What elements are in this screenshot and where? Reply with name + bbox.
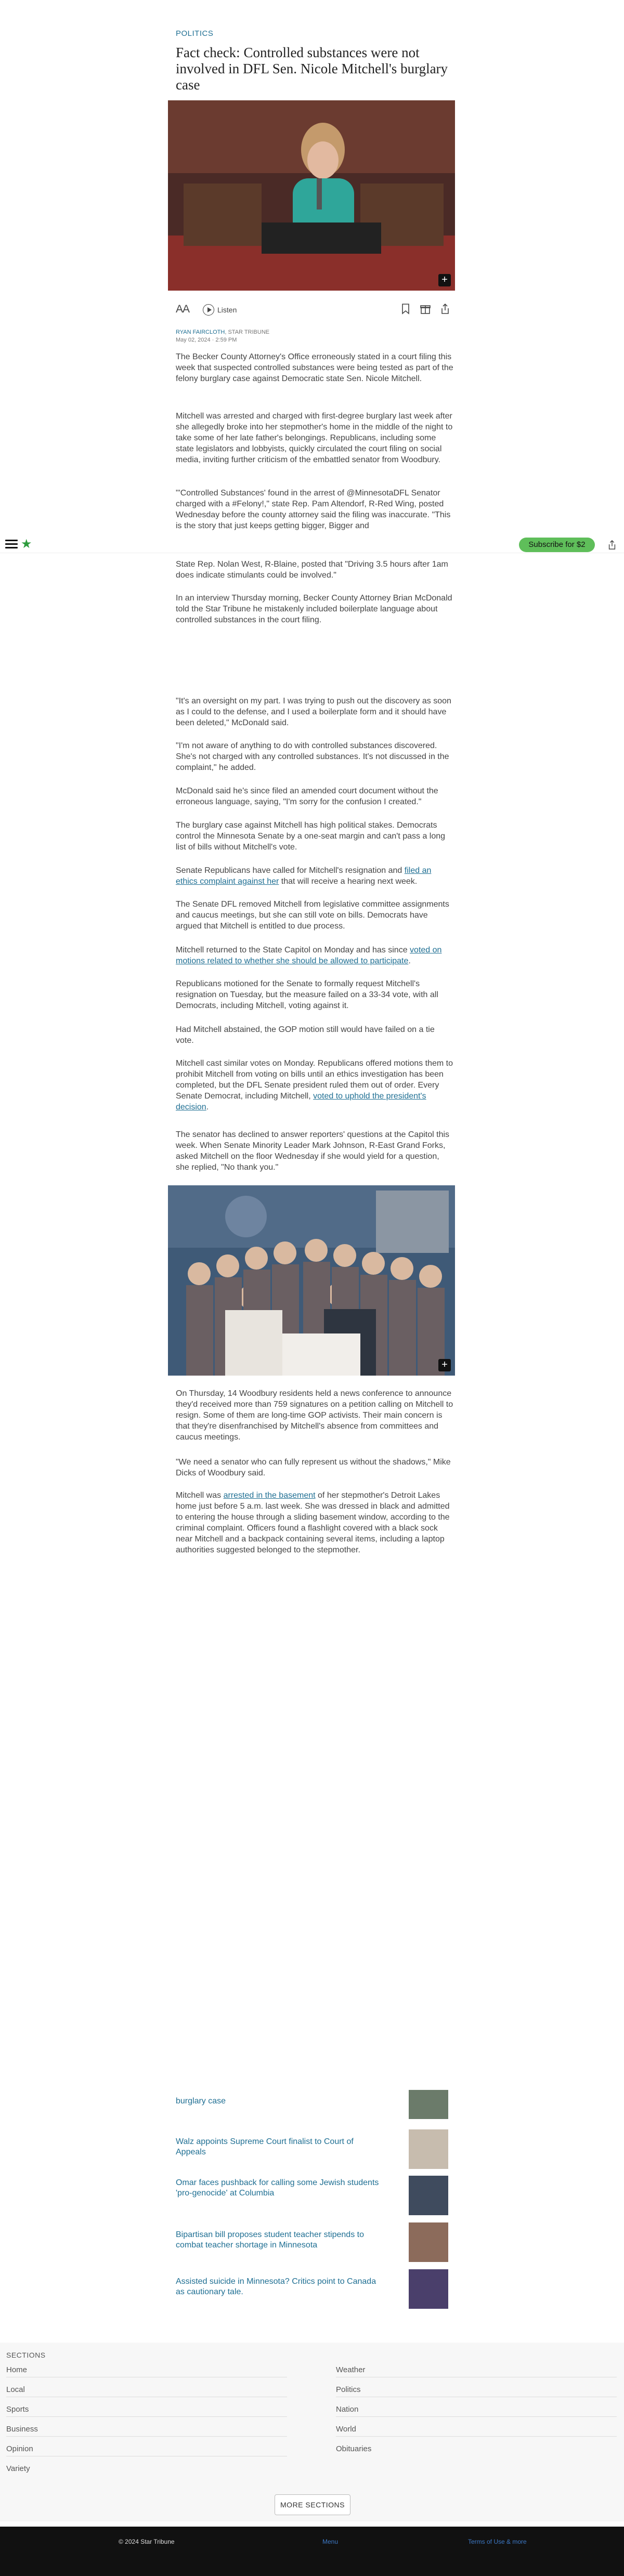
related-article-thumbnail[interactable] [409,2129,448,2169]
menu-icon[interactable] [5,540,18,549]
footer-link-home[interactable]: Home [6,2365,28,2374]
footer-link-sports[interactable]: Sports [6,2405,29,2414]
divider [336,2436,617,2437]
divider [6,2416,287,2417]
ethics-complaint-link[interactable]: filed an ethics complaint against her [176,866,432,886]
gift-icon[interactable] [420,303,431,315]
paragraph: The burglary case against Mitchell has high political stakes. Democrats control the Minnesota Senate by a one-seat margin and can't pass a long list of bills without Mitchell's vote. [176,821,446,852]
related-article-thumbnail[interactable] [409,2090,448,2119]
listen-label: Listen [217,306,237,314]
play-icon [203,304,214,316]
star-logo-icon[interactable]: ★ [21,537,32,551]
related-article-title[interactable]: burglary case [176,2097,226,2106]
voted-on-motions-link[interactable]: voted on motions related to whether she should be allowed to participate [176,946,442,965]
paragraph: Republicans motioned for the Senate to formally request Mitchell's resignation on Tuesday, but the measure failed on a 33-34 vote, with all Democrats, including Mitchell, voting against it. [176,979,438,1010]
sticky-header [0,535,624,553]
news-conference-photo[interactable] [168,1185,455,1376]
paragraph: McDonald said he's since filed an amended court document without the erroneous language, saying, "I'm sorry for the confusion I created." [176,787,438,806]
text: of her stepmother's Detroit Lakes home just before 5 a.m. last week. She was dressed in black and admitted to entering the house through a sliding basement window, according to the criminal complaint. Officers found a flashlight covered with a black sock near Mitchell and a backpack containing several items, including a laptop authorities suggested belonged to the stepmother. [176,1491,450,1554]
headline: Fact check: Controlled substances were not involved in DFL Sen. Nicole Mitchell's burglary case [176,45,448,93]
sections-heading: SECTIONS [6,2351,46,2359]
divider [6,2436,287,2437]
paragraph: In an interview Thursday morning, Becker County Attorney Brian McDonald told the Star Tribune he mistakenly included boilerplate language about controlled substances in the court filing. [176,594,452,624]
footer-link[interactable]: Terms of Use & more [468,2538,527,2545]
subscribe-button[interactable]: Subscribe for $2 [519,538,595,552]
paragraph [176,865,454,887]
paragraph: The senator has declined to answer reporters' questions at the Capitol this week. When Senate Minority Leader Mark Johnson, R-East Grand Forks, asked Mitchell on the floor Wednesday if she would yield for a question, she replied, "No thank you." [176,1130,450,1172]
share-icon[interactable] [607,540,617,550]
paragraph: Mitchell was arrested and charged with first-degree burglary last week after she allegedly broke into her stepmother's home in the middle of the night to take some of her late father's belongings. Republicans, including some state legislators and lobbyists, quickly circulated the court filing on social media, inviting further criticism of the embattled senator from Woodbury. [176,412,453,464]
paragraph: "'Controlled Substances' found in the arrest of @MinnesotaDFL Senator charged with a #Felony!," state Rep. Pam Altendorf, R-Red Wing, posted Wednesday before the county attorney said the filing was inaccurate. "This is the story that just keeps getting bigger, Bigger and [176,489,451,530]
footer-link-politics[interactable]: Politics [336,2385,361,2394]
related-article-thumbnail[interactable] [409,2269,448,2309]
text: that will receive a hearing next week. [279,877,418,886]
text: . [408,957,411,965]
publish-date: May 02, 2024 · 2:59 PM [176,337,237,343]
bookmark-icon[interactable] [400,303,411,315]
text: Mitchell was [176,1491,224,1500]
related-article-thumbnail[interactable] [409,2222,448,2262]
paragraph: "I'm not aware of anything to do with controlled substances discovered. She's not charged with any controlled substances. It's not discussed in the complaint," he added. [176,741,449,772]
expand-icon[interactable]: + [438,1359,451,1371]
related-article-title[interactable]: Omar faces pushback for calling some Jewish students 'pro-genocide' at Columbia [176,2178,379,2198]
listen-button[interactable] [203,304,237,316]
author-link[interactable]: RYAN FAIRCLOTH [176,329,225,335]
text-size-icon[interactable]: AA [176,303,190,315]
related-article-title[interactable]: Walz appoints Supreme Court finalist to Court of Appeals [176,2137,354,2156]
footer-link-business[interactable]: Business [6,2425,38,2434]
share-icon[interactable] [440,303,450,315]
text: Senate Republicans have called for Mitchell's resignation and [176,866,405,875]
uphold-decision-link[interactable]: voted to uphold the president's decision [176,1092,426,1112]
footer-link-variety[interactable]: Variety [6,2464,30,2473]
paragraph [176,1490,454,1555]
more-sections-button[interactable]: MORE SECTIONS [275,2494,350,2515]
text: Mitchell returned to the State Capitol on Monday and has since [176,946,410,954]
hero-photo[interactable] [168,100,455,291]
section-label[interactable]: POLITICS [176,29,214,38]
paragraph: The Becker County Attorney's Office erroneously stated in a court filing this week that suspected controlled substances were being tested as part of the felony burglary case against Democratic state Sen. Nicole Mitchell. [176,352,453,383]
text: Mitchell cast similar votes on Monday. Republicans offered motions them to prohibit Mitchell from voting on bills until an ethics investigation has been completed, but the DFL Senate president ruled them out of order. Every Senate Democrat, including Mitchell, [176,1059,453,1101]
text: . [206,1103,209,1112]
arrested-in-basement-link[interactable]: arrested in the basement [223,1491,316,1500]
related-article-title[interactable]: Assisted suicide in Minnesota? Critics point to Canada as cautionary tale. [176,2277,376,2296]
footer-link-obituaries[interactable]: Obituaries [336,2444,372,2453]
paragraph: "We need a senator who can fully represent us without the shadows," Mike Dicks of Woodbury said. [176,1458,451,1477]
divider [336,2416,617,2417]
paragraph [176,945,454,966]
byline [176,329,269,335]
footer-link-world[interactable]: World [336,2425,356,2434]
footer-link-local[interactable]: Local [6,2385,25,2394]
paragraph: The Senate DFL removed Mitchell from legislative committee assignments and caucus meetings, but she can still vote on bills. Democrats have argued that Mitchell is entitled to due process. [176,900,449,931]
paragraph: Had Mitchell abstained, the GOP motion still would have failed on a tie vote. [176,1025,435,1045]
paragraph [176,1058,454,1113]
footer-bar [0,2527,624,2576]
paragraph: State Rep. Nolan West, R-Blaine, posted that "Driving 3.5 hours after 1am does indicate stimulants could be involved." [176,560,448,580]
footer-link-weather[interactable]: Weather [336,2365,366,2374]
related-article-thumbnail[interactable] [409,2176,448,2215]
copyright: © 2024 Star Tribune [119,2538,175,2545]
byline-org: , STAR TRIBUNE [225,329,270,335]
paragraph: On Thursday, 14 Woodbury residents held a news conference to announce they'd received more than 759 signatures on a petition calling on Mitchell to resign. Some of them are long-time GOP activists. Their main concern is that they're disenfranchised by Mitchell's absence from committees and caucus meetings. [176,1389,453,1442]
paragraph: "It's an oversight on my part. I was trying to push out the discovery as soon as I could to the defense, and I used a boilerplate form and it should have been deleted," McDonald said. [176,697,451,727]
hero-photo-illustration [168,100,455,291]
footer-link-opinion[interactable]: Opinion [6,2444,33,2453]
footer-link[interactable]: Menu [322,2538,339,2545]
expand-icon[interactable]: + [438,274,451,286]
footer-link-nation[interactable]: Nation [336,2405,359,2414]
article-toolbar [176,302,454,318]
news-conference-illustration [168,1185,455,1376]
related-article-title[interactable]: Bipartisan bill proposes student teacher stipends to combat teacher shortage in Minnesota [176,2230,364,2250]
